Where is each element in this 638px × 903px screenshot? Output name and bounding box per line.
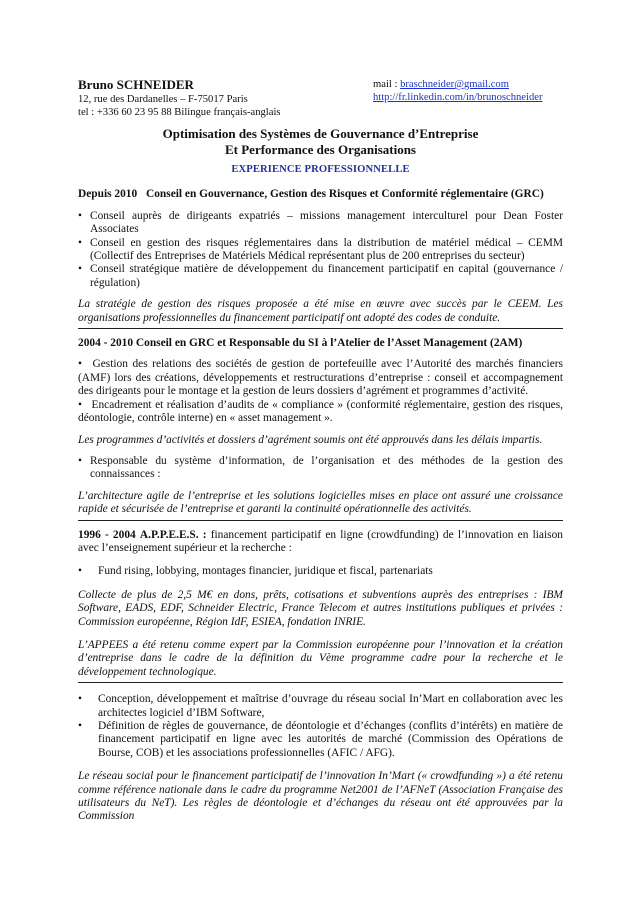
job3-note2: L’APPEES a été retenu comme expert par la Commission européenne pour l’innovation et la création d’entreprise dans le cadre de la définition du Vème programme cadre pour la recherche et le développement technologique. (78, 639, 563, 683)
list-item: • Conseil stratégique matière de développement du financement participatif en capital (gouvernance / régulation) (78, 263, 563, 290)
job2-note1: Les programmes d’activités et dossiers d’agrément soumis ont été approuvés dans les délais impartis. (78, 433, 543, 446)
job3-heading (78, 529, 563, 556)
job1-role: Conseil en Gouvernance, Gestion des Risques et Conformité réglementaire (GRC) (146, 188, 544, 201)
phone: tel : +336 60 23 95 88 Bilingue français-anglais (78, 107, 281, 119)
job3-desc: financement participatif en ligne (crowdfunding) de l’innovation en liaison avec l’enseignement supérieur et la recherche : (78, 528, 563, 554)
job2-para2 (78, 399, 563, 426)
job2-para2-text: Encadrement et réalisation d’audits de « compliance » (conformité réglementaire, gestion des risques, déontologie, contrôle interne) en « asset management ». (78, 398, 563, 425)
contact-left (78, 78, 281, 120)
address: 12, rue des Dardanelles – F-75017 Paris (78, 94, 248, 105)
cv-title (78, 126, 563, 157)
job3-org: A.P.P.E.E.S. : (139, 528, 207, 541)
job3-bullets-a (78, 565, 563, 578)
list-item: • Responsable du système d’information, de l’organisation et des méthodes de la gestion des connaissances : (78, 455, 563, 482)
job1-bullets (78, 210, 563, 290)
mail-label: mail : (373, 79, 401, 90)
job2-bullets (78, 455, 563, 482)
contact-right (373, 78, 542, 105)
list-item: • Définition de règles de gouvernance, de déontologie et d’échanges (conflits d’intérêts) en matière de financement participatif en ligne avec les autorités de marché (Commission des Opérations de Bourse, COB) et les associations professionnelles (AFIC / AFG). (78, 720, 563, 760)
job1-heading (78, 188, 563, 201)
job3-note3: Le réseau social pour le financement participatif de l’innovation In’Mart (« crowdfunding ») a été retenu comme référence nationale dans le cadre du programme Net2001 de l’AFNeT (Association Française des utilisateurs du NeT). Les règles de déontologie et d’échanges du réseau ont été approuvées par la Commission (78, 770, 563, 823)
person-name: Bruno SCHNEIDER (78, 77, 194, 92)
linkedin-line (373, 91, 542, 104)
job1-note: La stratégie de gestion des risques proposée a été mise en œuvre avec succès par le CEEM. Les organisations professionnelles du financement participatif ont adopté des codes de conduite. (78, 298, 563, 329)
title-line-1: Optimisation des Systèmes de Gouvernance d’Entreprise (162, 126, 479, 141)
list-item: • Conception, développement et maîtrise d’ouvrage du réseau social In’Mart en collaboration avec les architectes logiciel d’IBM Software, (78, 693, 563, 720)
list-item: • Fund rising, lobbying, montages financier, juridique et fiscal, partenariats (78, 565, 563, 578)
list-item: • Conseil en gestion des risques réglementaires dans la distribution de matériel médical – CEMM (Collectif des Entreprises de Matériels Médical représentant plus de 200 entreprises du secteur) (78, 237, 563, 264)
job2-para1 (78, 358, 563, 398)
job3-bullets-b (78, 693, 563, 760)
list-item: • Conseil auprès de dirigeants expatriés – missions management interculturel pour Dean Foster Associates (78, 210, 563, 237)
bullet-glyph: • (78, 358, 82, 371)
mail-link[interactable]: braschneider@gmail.com (400, 79, 509, 90)
job2-para1-text: Gestion des relations des sociétés de gestion de portefeuille avec l’Autorité des marchés financiers (AMF) lors des créations, développements et restructurations d’entreprise : conseil et accompagnement des dirigeants pour le montage et la gestion de leurs dossiers d’agrément et programmes d’activité. (78, 358, 563, 398)
job1-dates: Depuis 2010 (78, 188, 138, 201)
contact-header (78, 78, 563, 122)
cv-page (78, 78, 563, 824)
job3-dates: 1996 - 2004 (78, 528, 136, 541)
job2-heading: 2004 - 2010 Conseil en GRC et Responsable du SI à l’Atelier de l’Asset Management (2AM) (78, 337, 523, 350)
job2-note2: L’architecture agile de l’entreprise et les solutions logicielles mises en place ont assuré une croissance rapide et sécurisée de l’entreprise et garanti la continuité opérationnelle des activités. (78, 490, 563, 521)
job3-note1: Collecte de plus de 2,5 M€ en dons, prêts, cotisations et subventions auprès des entreprises : IBM Software, EADS, EDF, Schneider Electric, France Telecom et autres institutions publiques et privées : Commission européenne, Région IdF, ESIEA, fondation INRIE. (78, 588, 563, 628)
section-title: EXPERIENCE PROFESSIONNELLE (231, 164, 410, 175)
mail-line (373, 78, 542, 91)
title-line-2: Et Performance des Organisations (224, 141, 416, 157)
linkedin-link[interactable]: http://fr.linkedin.com/in/brunoschneider (373, 92, 543, 104)
bullet-glyph: • (78, 398, 82, 411)
